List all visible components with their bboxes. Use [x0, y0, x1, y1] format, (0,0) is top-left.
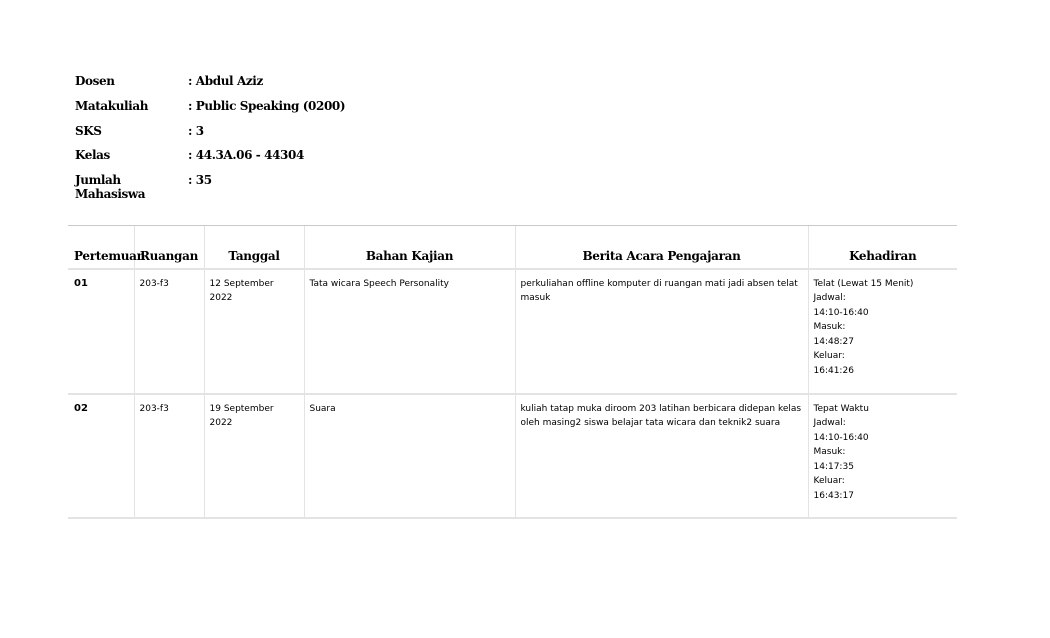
header-tanggal: Tanggal — [204, 226, 304, 269]
kehadiran-jadwal-label: Jadwal: — [813, 418, 846, 429]
kehadiran-status: Tepat Waktu — [813, 403, 869, 414]
kehadiran-keluar-value: 16:43:17 — [813, 491, 854, 502]
info-label: Dosen — [75, 74, 115, 88]
cell-pertemuan: 01 — [68, 269, 134, 394]
info-row-matakuliah — [75, 99, 345, 124]
kehadiran-masuk-label: Masuk: — [813, 447, 846, 458]
attendance-table — [68, 225, 957, 519]
info-label: SKS — [75, 123, 102, 138]
kehadiran-jadwal-value: 14:10-16:40 — [813, 432, 869, 443]
info-value: : Abdul Aziz — [188, 74, 263, 88]
info-row-kelas — [75, 148, 345, 173]
cell-ruangan: 203-f3 — [134, 394, 204, 518]
info-row-dosen — [75, 74, 345, 99]
cell-pertemuan: 02 — [68, 394, 134, 518]
info-row-sks — [75, 124, 345, 149]
info-value: : 35 — [188, 173, 212, 188]
kehadiran-status: Telat (Lewat 15 Menit) — [813, 278, 914, 289]
cell-kehadiran — [808, 269, 957, 394]
info-label: Jumlah Mahasiswa — [75, 173, 146, 202]
table-header-row — [68, 226, 957, 269]
cell-berita-acara: perkuliahan offline komputer di ruangan mati jadi absen telat masuk — [515, 269, 808, 394]
table-row — [68, 269, 957, 394]
info-value: : 44.3A.06 - 44304 — [188, 148, 304, 163]
info-label: Matakuliah — [75, 98, 149, 113]
info-value: : 3 — [188, 123, 204, 138]
info-value: : Public Speaking (0200) — [188, 98, 346, 113]
cell-tanggal: 19 September 2022 — [204, 394, 304, 518]
kehadiran-keluar-value: 16:41:26 — [813, 366, 854, 377]
cell-ruangan: 203-f3 — [134, 269, 204, 394]
kehadiran-keluar-label: Keluar: — [813, 476, 845, 487]
kehadiran-keluar-label: Keluar: — [813, 351, 845, 362]
info-label: Kelas — [75, 148, 110, 163]
attendance-table-container — [68, 225, 957, 519]
header-pertemuan: Pertemuan — [68, 226, 134, 269]
cell-kehadiran — [808, 394, 957, 518]
kehadiran-masuk-value: 14:17:35 — [813, 461, 854, 472]
kehadiran-masuk-label: Masuk: — [813, 322, 846, 333]
header-kehadiran: Kehadiran — [808, 226, 957, 269]
cell-bahan-kajian: Suara — [304, 394, 515, 518]
header-bahan-kajian: Bahan Kajian — [304, 226, 515, 269]
kehadiran-masuk-value: 14:48:27 — [813, 336, 854, 347]
kehadiran-jadwal-value: 14:10-16:40 — [813, 307, 869, 318]
cell-tanggal: 12 September 2022 — [204, 269, 304, 394]
table-row — [68, 394, 957, 518]
header-berita-acara: Berita Acara Pengajaran — [515, 226, 808, 269]
cell-berita-acara: kuliah tatap muka diroom 203 latihan berbicara didepan kelas oleh masing2 siswa belajar tata wicara dan teknik2 suara — [515, 394, 808, 518]
header-ruangan: Ruangan — [134, 226, 204, 269]
kehadiran-jadwal-label: Jadwal: — [813, 293, 846, 304]
cell-bahan-kajian: Tata wicara Speech Personality — [304, 269, 515, 394]
course-info — [75, 74, 346, 202]
info-row-jumlah-mahasiswa — [75, 173, 345, 202]
